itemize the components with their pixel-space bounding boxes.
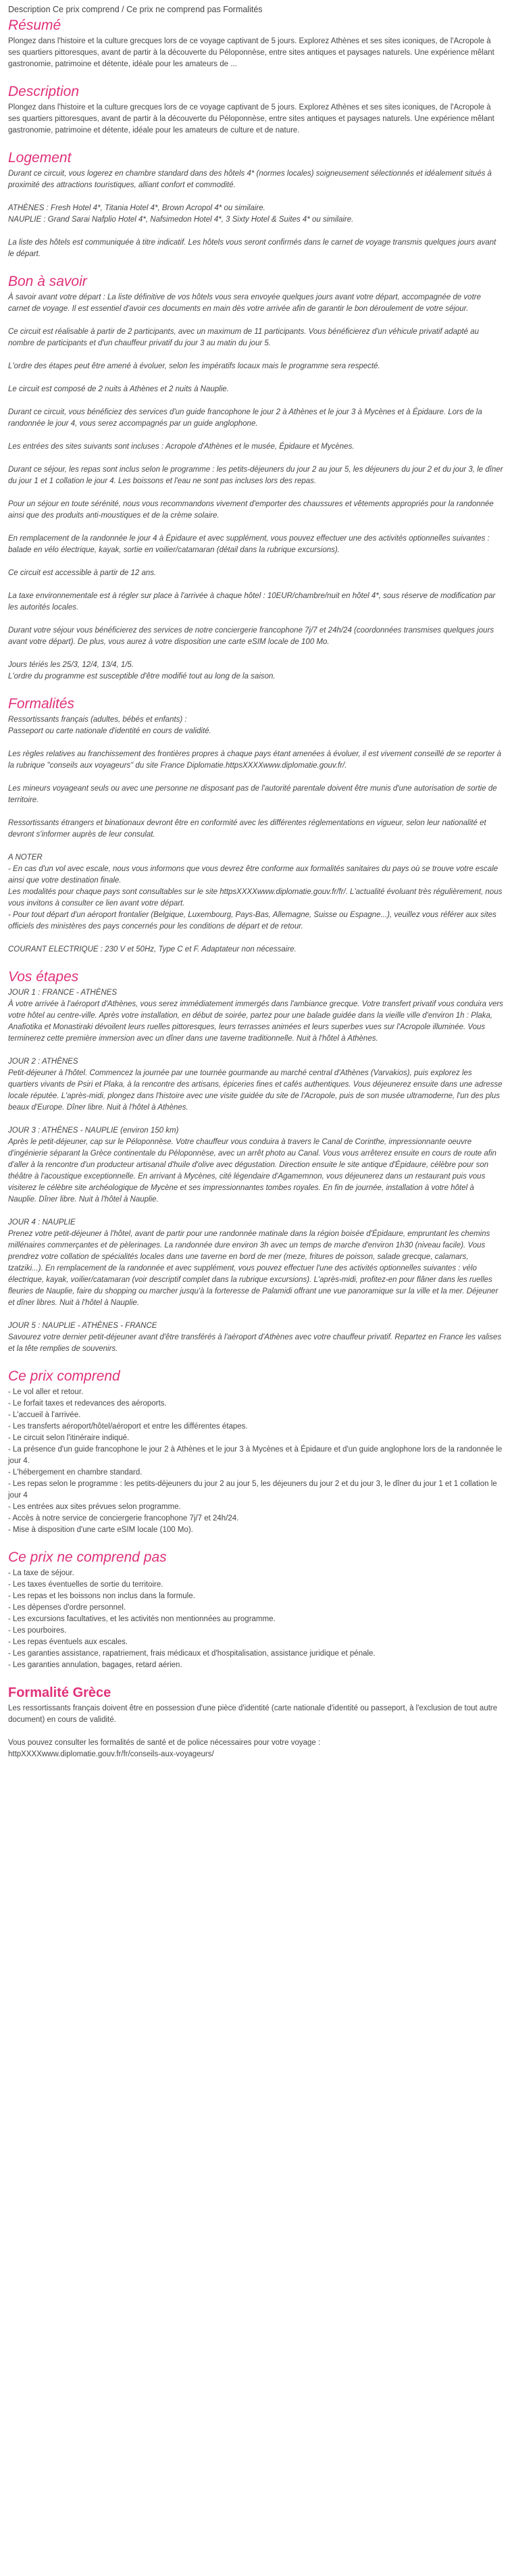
paragraph-gap bbox=[8, 191, 504, 203]
list-item: - Les garanties assistance, rapatriement, frais médicaux et d'hospitalisation, assistance juridique et pénale. bbox=[8, 1650, 376, 1658]
paragraph-gap bbox=[8, 372, 504, 384]
paragraph-gap bbox=[8, 315, 504, 326]
section-logement bbox=[8, 150, 504, 260]
section-formalites bbox=[8, 696, 504, 956]
list-item: - Les taxes éventuelles de sortie du territoire. bbox=[8, 1581, 163, 1589]
paragraph: Durant ce circuit, vous bénéficiez des services d'un guide francophone le jour 2 à Athènes et le jour 3 à Mycènes et à Épidaure. Lors de la randonnée le jour 4, vous serez accompagnés par un guide anglophone. bbox=[8, 408, 484, 428]
paragraph-gap bbox=[8, 556, 504, 568]
paragraph-gap bbox=[8, 1114, 504, 1125]
paragraph: JOUR 4 : NAUPLIE Prenez votre petit-déjeuner à l'hôtel, avant de partir pour une randonnée matinale dans la région boisée d'Épidaure, empruntant les chemins millénaires commerçantes et de pèlerinages. La randonnée dure environ 3h avec un temps de marche d'environ 1h30 (niveau facile). Vous prendrez votre collation de spécialités locales dans une taverne en bord de mer (meze, fritures de poisson, salade grecque, calamars, tzatziki...). En remplacement de la randonnée et avec supplément, vous pouvez effectuer l'une des activités optionnelles suivantes : vélo électrique, kayak, voilier/catamaran (voir descriptif complet dans la rubrique excursions). L'après-midi, profitez-en pour flâner dans les ruelles fleuries de Nauplie, faire du shopping ou marcher jusqu'à la forteresse de Palamidi offrant une vue panoramique sur la ville et la mer. Déjeuner et dîner libres. Nuit à l'hôtel à Nauplie. bbox=[8, 1218, 498, 1307]
list-item: - Accès à notre service de conciergerie francophone 7j/7 et 24h/24. bbox=[8, 1514, 239, 1522]
description-text: Plongez dans l'histoire et la culture grecques lors de ce voyage captivant de 5 jours. Explorez Athènes et ses sites iconiques, de l'Acropole à ses quartiers pittoresques, avant de partir à la découverte du Péloponnèse, entre sites antiques et paysages naturels. Une expérience mêlant gastronomie, patrimoine et détente, idéale pour les amateurs de culture et de nature. bbox=[8, 103, 497, 134]
list-item: - Mise à disposition d'une carte eSIM locale (100 Mo). bbox=[8, 1526, 193, 1534]
section-title-etapes: Vos étapes bbox=[8, 969, 79, 985]
list-item: - Les garanties annulation, bagages, retard aérien. bbox=[8, 1661, 182, 1669]
list-item: - La taxe de séjour. bbox=[8, 1569, 74, 1577]
paragraph-gap bbox=[8, 579, 504, 591]
paragraph: Ce circuit est accessible à partir de 12 ans. bbox=[8, 569, 157, 577]
section-bon-a-savoir bbox=[8, 274, 504, 683]
paragraph: A NOTER - En cas d'un vol avec escale, nous vous informons que vous devrez être conforme aux formalités sanitaires du pays où se trouve votre escale ainsi que votre destination finale. Les modalités pour chaque pays sont consultables sur le site httpsXXXXwww.diplomatie.gouv.fr/fr/. L'actualité évoluant très régulièrement, nous vous invitons à consulter ce lien avant votre départ. - Pour tout départ d'un aéroport frontalier (Belgique, Luxembourg, Pays-Bas, Allemagne, Suisse ou Espagne...), veuillez vous référer aux sites officiels des ministères des pays concernés pour les conditions de départ et de retour. bbox=[8, 853, 503, 931]
section-title-comprend: Ce prix comprend bbox=[8, 1368, 120, 1384]
paragraph: Ressortissants étrangers et binationaux devront être en conformité avec les différentes réglementations en vigueur, selon leur nationalité et devront s'informer auprès de leur consulat. bbox=[8, 819, 488, 839]
resume-text: Plongez dans l'histoire et la culture grecques lors de ce voyage captivant de 5 jours. Explorez Athènes et ses sites iconiques, de l'Acropole à ses quartiers pittoresques, avant de partir à la découverte du Péloponnèse, entre sites antiques et paysages naturels. Une expérience mêlant gastronomie, patrimoine et détente, idéale pour les amateurs de ... bbox=[8, 37, 497, 68]
paragraph-gap bbox=[8, 522, 504, 533]
paragraph: COURANT ELECTRIQUE : 230 V et 50Hz, Type C et F. Adaptateur non nécessaire. bbox=[8, 945, 297, 953]
paragraph-gap bbox=[8, 395, 504, 407]
paragraph-gap bbox=[8, 226, 504, 237]
list-item: - Le forfait taxes et redevances des aéroports. bbox=[8, 1400, 167, 1408]
list-item: - Les repas éventuels aux escales. bbox=[8, 1638, 128, 1646]
section-resume bbox=[8, 18, 504, 70]
section-title-resume: Résumé bbox=[8, 18, 61, 33]
paragraph-gap bbox=[8, 841, 504, 852]
list-item: - L'accueil à l'arrivée. bbox=[8, 1411, 81, 1419]
paragraph: Les mineurs voyageant seuls ou avec une personne ne disposant pas de l'autorité parentale doivent être munis d'une autorisation de sortie de territoire. bbox=[8, 785, 499, 804]
paragraph: À savoir avant votre départ : La liste définitive de vos hôtels vous sera envoyée quelques jours avant votre départ, accompagnée de votre carnet de voyage. Il est essentiel d'avoir ces documents en main dès votre arrivée afin de garantir le bon déroulement de votre séjour. bbox=[8, 293, 484, 313]
list-item: - Les excursions facultatives, et les activités non mentionnées au programme. bbox=[8, 1615, 276, 1623]
paragraph-gap bbox=[8, 1309, 504, 1320]
section-etapes bbox=[8, 969, 504, 1355]
breadcrumb: Description Ce prix comprend / Ce prix ne comprend pas Formalités bbox=[8, 5, 263, 14]
paragraph: Durant ce séjour, les repas sont inclus selon le programme : les petits-déjeuners du jour 2 au jour 5, les déjeuners du jour 2 et du jour 3, le dîner du jour 1 et 1 collation le jour 4. Les boissons et l'eau ne sont pas incluses lors des repas. bbox=[8, 466, 505, 485]
etapes-body bbox=[8, 987, 504, 1355]
paragraph: En remplacement de la randonnée le jour 4 à Épidaure et avec supplément, vous pouvez effectuer une des activités optionnelles suivantes : balade en vélo électrique, kayak, sortie en voilier/catamaran (détail dans la rubrique excursions). bbox=[8, 535, 492, 554]
logement-body bbox=[8, 168, 504, 260]
list-item: - Le vol aller et retour. bbox=[8, 1388, 84, 1396]
list-item: - Les pourboires. bbox=[8, 1627, 67, 1635]
formalite-grece-body bbox=[8, 1703, 504, 1760]
paragraph: JOUR 3 : ATHÈNES - NAUPLIE (environ 150 km) Après le petit-déjeuner, cap sur le Péloponnèse. Votre chauffeur vous conduira à travers le Canal de Corinthe, impressionnante oeuvre d'ingénierie séparant la Grèce continentale du Péloponnèse, avec un arrêt photo au Canal. Vous vous arrêterez ensuite en cours de route afin d'aller à la rencontre d'un producteur artisanal d'huile d'olive avec dégustation. Direction ensuite le site antique d'Épidaure, célèbre pour son théâtre à l'acoustique exceptionnelle. En arrivant à Mycènes, cité légendaire d'Agamemnon, vous déjeunerez dans un restaurant puis vous visiterez le célèbre site archéologique de Mycène et ses impressionnantes tombes royales. En fin de journée, installation à votre hôtel à Nauplie. Dîner libre. Nuit à l'hôtel à Nauplie. bbox=[8, 1126, 496, 1204]
paragraph-gap bbox=[8, 614, 504, 625]
list-item: - Le circuit selon l'itinéraire indiqué. bbox=[8, 1434, 130, 1442]
paragraph: Les entrées des sites suivants sont incluses : Acropole d'Athènes et le musée, Épidaure et Mycènes. bbox=[8, 443, 355, 451]
comprend-list bbox=[8, 1387, 504, 1536]
paragraph-gap bbox=[8, 487, 504, 499]
paragraph-gap bbox=[8, 430, 504, 441]
section-title-bon-a-savoir: Bon à savoir bbox=[8, 274, 87, 289]
paragraph: Les ressortissants français doivent être en possession d'une pièce d'identité (carte nationale d'identité ou passeport, à l'exclusion de tout autre document) en cours de validité. bbox=[8, 1704, 500, 1724]
list-item: - Les entrées aux sites prévues selon programme. bbox=[8, 1503, 181, 1511]
list-item: - La présence d'un guide francophone le jour 2 à Athènes et le jour 3 à Mycènes et à Épidaure et d'un guide anglophone lors de la randonnée le jour 4. bbox=[8, 1445, 505, 1465]
list-item: - Les dépenses d'ordre personnel. bbox=[8, 1604, 126, 1612]
section-formalite-grece bbox=[8, 1685, 504, 1760]
paragraph: L'ordre des étapes peut être amené à évoluer, selon les impératifs locaux mais le programme sera respecté. bbox=[8, 362, 380, 370]
paragraph-gap bbox=[8, 648, 504, 660]
paragraph: Les règles relatives au franchissement des frontières propres à chaque pays étant amenées à évoluer, il est vivement conseillé de se reporter à la rubrique "conseils aux voyageurs" du site France Diplomatie.httpsXXXXwww.diplomatie.gouv.fr/. bbox=[8, 750, 504, 770]
section-title-formalite-grece: Formalité Grèce bbox=[8, 1685, 111, 1700]
section-comprend bbox=[8, 1368, 504, 1536]
section-title-logement: Logement bbox=[8, 150, 72, 166]
paragraph: Vous pouvez consulter les formalités de santé et de police nécessaires pour votre voyage : httpXXXXwww.diplomatie.gouv.fr/fr/conseils-aux-voyageurs/ bbox=[8, 1739, 321, 1758]
paragraph-gap bbox=[8, 933, 504, 944]
section-description bbox=[8, 84, 504, 137]
ne-comprend-list bbox=[8, 1568, 504, 1671]
paragraph-gap bbox=[8, 1206, 504, 1217]
paragraph: Jours tériés les 25/3, 12/4, 13/4, 1/5. L'ordre du programme est susceptible d'être modifié tout au long de la saison. bbox=[8, 661, 276, 680]
list-item: - Les repas et les boissons non inclus dans la formule. bbox=[8, 1592, 195, 1600]
paragraph: Ce circuit est réalisable à partir de 2 participants, avec un maximum de 11 participants. Vous bénéficierez d'un véhicule privatif adapté au nombre de participants et d'un chauffeur privatif du jour 3 au matin du jour 5. bbox=[8, 328, 482, 347]
paragraph: La liste des hôtels est communiquée à titre indicatif. Les hôtels vous seront confirmés dans le carnet de voyage transmis quelques jours avant le départ. bbox=[8, 239, 498, 258]
paragraph: Durant votre séjour vous bénéficierez des services de notre conciergerie francophone 7j/7 et 24h/24 (coordonnées transmises quelques jours avant votre départ). De plus, vous aurez à votre disposition une carte eSIM locale de 100 Mo. bbox=[8, 626, 496, 646]
paragraph: Le circuit est composé de 2 nuits à Athènes et 2 nuits à Nauplie. bbox=[8, 385, 229, 393]
paragraph-gap bbox=[8, 349, 504, 361]
paragraph-gap bbox=[8, 737, 504, 749]
list-item: - Les repas selon le programme : les petits-déjeuners du jour 2 au jour 5, les déjeuners du jour 2 et du jour 3, le dîner du jour 1 et 1 collation le jour 4 bbox=[8, 1480, 499, 1500]
paragraph: Ressortissants français (adultes, bébés et enfants) : Passeport ou carte nationale d'identité en cours de validité. bbox=[8, 716, 211, 735]
paragraph-gap bbox=[8, 1726, 504, 1737]
list-item: - Les transferts aéroport/hôtel/aéroport et entre les différentes étapes. bbox=[8, 1422, 248, 1431]
paragraph: JOUR 1 : FRANCE - ATHÈNES À votre arrivée à l'aéroport d'Athènes, vous serez immédiatement immergés dans l'ambiance grecque. Votre transfert privatif vous conduira vers votre hôtel au centre-ville. Après votre installation, en début de soirée, partez pour une balade guidée dans la vieille ville d'environ 1h : Plaka, Anafiotika et Monastiraki dévoilent leurs ruelles pittoresques, leurs terrasses animées et leurs superbes vues sur l'Acropole illuminée. Vous terminerez cette première immersion avec un dîner dans une taverne traditionnelle. Nuit à l'hôtel à Athènes. bbox=[8, 989, 503, 1043]
paragraph: Pour un séjour en toute sérénité, nous vous recommandons vivement d'emporter des chaussures et vêtements appropriés pour la randonnée ainsi que des produits anti-moustiques et de la crème solaire. bbox=[8, 500, 496, 520]
section-title-description: Description bbox=[8, 84, 80, 99]
paragraph: ATHÈNES : Fresh Hotel 4*, Titania Hotel 4*, Brown Acropol 4* ou similaire. NAUPLIE : Grand Sarai Nafplio Hotel 4*, Nafsimedon Hotel 4*, 3 Sixty Hotel & Suites 4* ou similaire. bbox=[8, 204, 354, 224]
list-item: - L'hébergement en chambre standard. bbox=[8, 1468, 143, 1477]
section-title-formalites: Formalités bbox=[8, 696, 75, 712]
paragraph-gap bbox=[8, 453, 504, 464]
formalites-body bbox=[8, 714, 504, 956]
paragraph: JOUR 5 : NAUPLIE - ATHÈNES - FRANCE Savourez votre dernier petit-déjeuner avant d'être transférés à l'aéroport d'Athènes avec votre chauffeur privatif. Repartez en France les valises et la tête remplies de souvenirs. bbox=[8, 1322, 502, 1353]
paragraph: La taxe environnementale est à régler sur place à l'arrivée à chaque hôtel : 10EUR/chambre/nuit en hôtel 4*, sous réserve de modification par les autorités locales. bbox=[8, 592, 498, 612]
paragraph: Durant ce circuit, vous logerez en chambre standard dans des hôtels 4* (normes locales) soigneusement sélectionnés et idéalement situés à proximité des attractions touristiques, alliant confort et commodité. bbox=[8, 170, 494, 189]
paragraph-gap bbox=[8, 772, 504, 783]
paragraph-gap bbox=[8, 1045, 504, 1056]
paragraph-gap bbox=[8, 806, 504, 818]
bon-a-savoir-body bbox=[8, 292, 504, 683]
section-ne-comprend bbox=[8, 1550, 504, 1671]
paragraph: JOUR 2 : ATHÈNES Petit-déjeuner à l'hôtel. Commencez la journée par une tournée gourmande au marché central d'Athènes (Varvakios), puis explorez les quartiers vivants de Psiri et Plaka, à la rencontre des artisans, épiceries fines et cafés authentiques. Vous déjeunerez ensuite dans une adresse locale réputée. L'après-midi, plongez dans l'histoire avec une visite guidée du site de l'Acropole, puis de son musée ultramoderne, l'un des plus beaux d'Europe. Dîner libre. Nuit à l'hôtel à Athènes. bbox=[8, 1058, 503, 1112]
section-title-ne-comprend: Ce prix ne comprend pas bbox=[8, 1550, 167, 1565]
